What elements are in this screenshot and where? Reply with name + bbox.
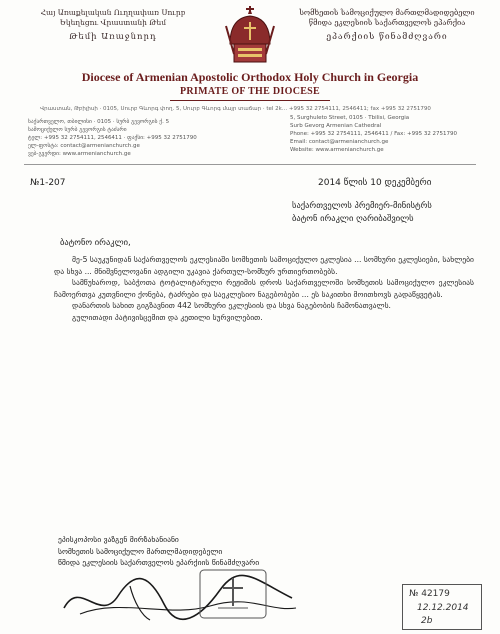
address-line: 5, Surghuleto Street, 0105 · Tbilisi, Georgia [290,115,410,121]
header-georgian-line3: ეპარქიის წინამძღვარი [326,32,448,42]
title-underline [170,100,330,101]
address-line: Phone: +995 32 2754111, 2546411 / Fax: +995 32 2751790 [290,131,458,137]
letter-paragraph: მე-5 საუკუნიდან საქართველოს ეკლესიაში სომხეთის სამოციქულო ეკლესია ... სომხური ეკლესიები, სახლები და სხვა ... მნიშვნელოვანი ადგილი უკავია ქართულ-სომხურ ურთიერთობებს. [54,255,474,276]
seal-stamp-icon [196,566,270,622]
address-line: ტელ: +995 32 2754111, 2546411 · ფაქსი: +995 32 2751790 [28,135,197,141]
signer-title-line2: წმიდა ეკლესიის საქართველოს ეპარქიის წინამძღვარი [58,558,260,568]
address-line: საქართველო, თბილისი · 0105 · სურბ გევორგის ქ. 5 [28,119,170,125]
address-georgian [28,118,228,158]
greeting: ბატონო ირაკლი, [60,238,131,248]
recipient-block [292,200,482,226]
letter-body [54,254,474,324]
address-line: Website: www.armenianchurch.ge [290,147,384,153]
document-number: №1-207 [30,178,66,188]
header-armenian-line1: Հայ Առաքելական Ուղղափառ Սուրբ [40,8,186,17]
header-georgian-line1: სომხეთის სამოციქულო მართლმადიდებელი [299,8,475,17]
letter-paragraph: გულითადი პატივისცემით და კეთილი სურვილებით. [72,312,263,322]
registration-date: 12.12.2014 [417,603,469,613]
diocese-emblem-icon [218,4,282,70]
registration-extra: 2b [421,616,433,626]
header-armenian [18,8,208,42]
recipient-title: საქართველოს პრემიერ-მინისტრს [292,201,432,211]
signer-title-line1: სომხეთის სამოციქულო მართლმადიდებელი [58,546,223,556]
header-armenian-line2: Եկեղեցու Վրաստանի Թեմ [59,18,167,27]
signer-name: ეპისკოპოსი ვაზგენ მირზახანიანი [58,535,179,544]
letter-paragraph: სამწუხაროდ, საბჭოთა ტოტალიტარული რეჟიმის დროს საქართველოში სომხეთის სამოციქულო ეკლესიას ჩამოერთვა კუთვნილი ქონება, ტაძრები და საეკლესიო ნაგებობები ... ეს საკითხი მოითხოვს გადაწყვეტას. [54,278,474,299]
header-georgian [292,8,482,42]
header-armenian-line3: Թեմի Առաջնորդ [69,32,157,42]
diocese-title: Diocese of Armenian Apostolic Orthodox Holy Church in Georgia [81,70,419,84]
address-line: Email: contact@armenianchurch.ge [290,139,389,145]
header-georgian-line2: წმიდა ეკლესიის საქართველოს ეპარქია [308,18,466,27]
address-line: ელ-ფოსტა: contact@armenianchurch.ge [28,143,140,149]
document-date: 2014 წლის 10 დეკემბერი [318,178,432,188]
registration-number: № 42179 [409,589,450,599]
signature-block [58,534,358,569]
letter-paragraph: დანართის სახით გიგზავნით 442 სომხური ეკლესიის და სხვა ნაგებობის ჩამონათვალს. [72,301,391,311]
address-line: Surb Gevorg Armenian Cathedral [290,123,382,129]
primate-title: PRIMATE OF THE DIOCESE [179,86,321,97]
registration-stamp [402,584,482,630]
recipient-name: ბატონ ირაკლი ღარიბაშვილს [292,214,414,224]
address-english [290,114,480,154]
address-line: სამოციქულო სურბ გევორგის ტაძარი [28,127,127,133]
address-armenian: Վրաստան, Թբիլիսի · 0105, Սուրբ Գևորգ փող. 5, Սուրբ Գևորգ մայր տաճար · tel 2k... +995 32 2754111, 2546411; fax +995 32 2751790 [40,106,431,112]
header-divider [24,164,476,165]
address-line: ვებ-გვერდი: www.armenianchurch.ge [28,151,131,157]
